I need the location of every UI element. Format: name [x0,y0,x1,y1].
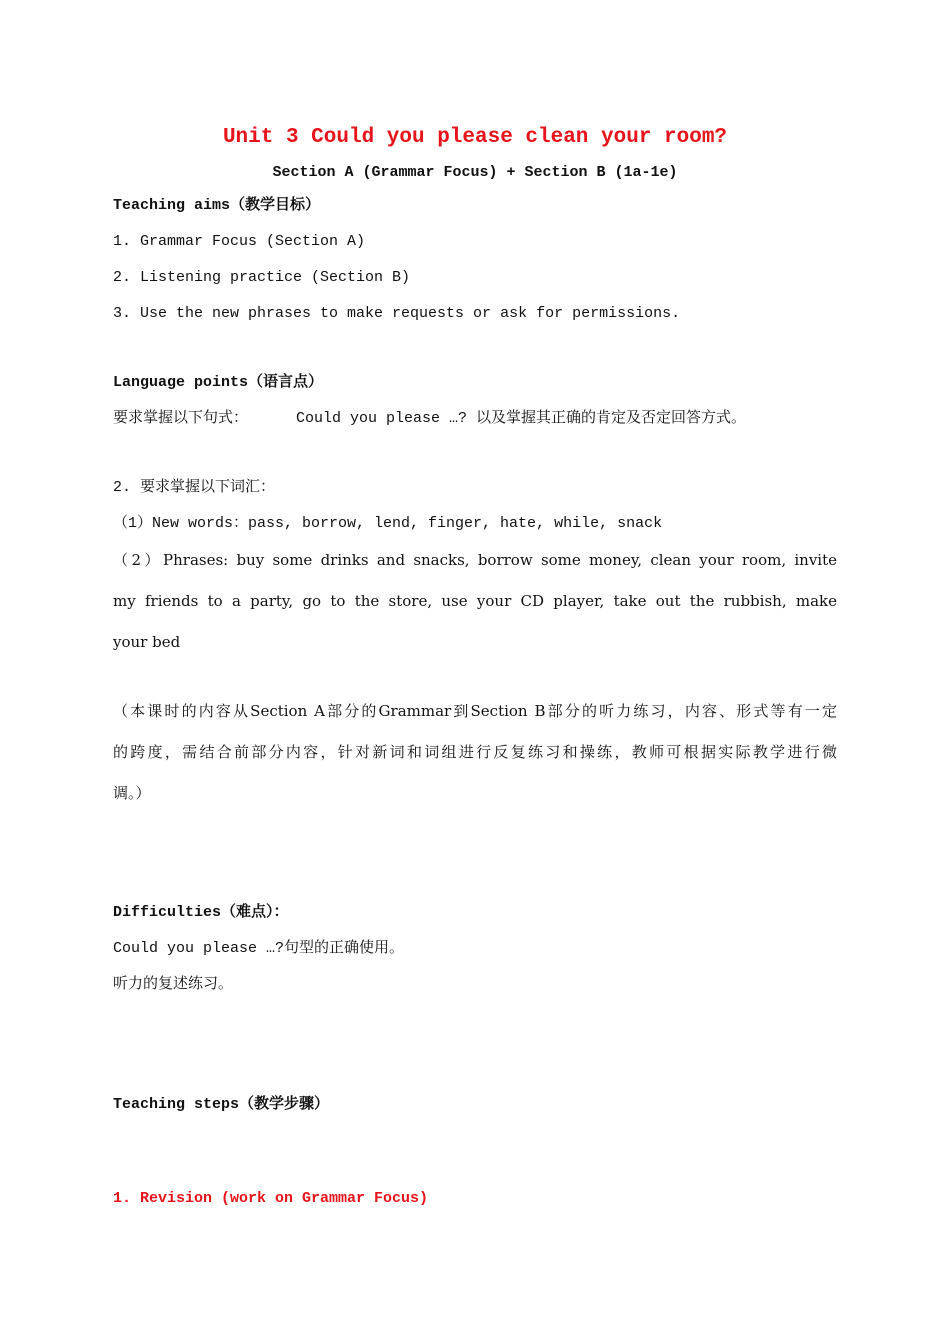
vocabulary-heading: 2. 要求掌握以下词汇： [113,479,276,496]
note-line-3: 调。） [113,784,151,802]
sentence-pattern-text: Could you please …? 以及掌握其正确的肯定及否定回答方式。 [296,410,747,427]
page-title: Unit 3 Could you please clean your room? [222,126,728,149]
teaching-steps-heading: Teaching steps（教学步骤） [113,1096,330,1113]
teaching-aims-heading: Teaching aims（教学目标） [113,197,321,214]
teaching-aim-item-2: 2. Listening practice (Section B) [113,269,411,286]
phrases-line-3: your bed [113,633,181,651]
teaching-aim-item-1: 1. Grammar Focus (Section A) [113,233,366,250]
note-line-1: （本课时的内容从Section A部分的Grammar到Section B部分的听力练习，内容、形式等有一定 [113,702,837,720]
phrases-line-2: my friends to a party, go to the store, use your CD player, take out the rubbish, make [113,592,837,610]
new-words-line: （1）New words：pass, borrow, lend, finger, hate, while, snack [113,515,663,532]
phrases-line-1: （2）Phrases: buy some drinks and snacks, borrow some money, clean your room, invite [113,551,837,569]
difficulty-item-1: Could you please …?句型的正确使用。 [113,940,405,957]
step-1-revision: 1. Revision (work on Grammar Focus) [113,1190,429,1207]
language-points-heading: Language points（语言点） [113,374,324,391]
page-subtitle: Section A (Grammar Focus) + Section B (1a-1e) [272,164,678,181]
language-points-sentence [113,409,746,429]
teaching-aim-item-3: 3. Use the new phrases to make requests or ask for permissions. [113,305,681,322]
difficulties-heading: Difficulties（难点）： [113,904,289,921]
difficulty-item-2: 听力的复述练习。 [113,976,234,993]
note-line-2: 的跨度，需结合前部分内容，针对新词和词组进行反复练习和操练，教师可根据实际教学进行微 [113,743,837,761]
sentence-pattern-prefix: 要求掌握以下句式： [113,410,249,427]
